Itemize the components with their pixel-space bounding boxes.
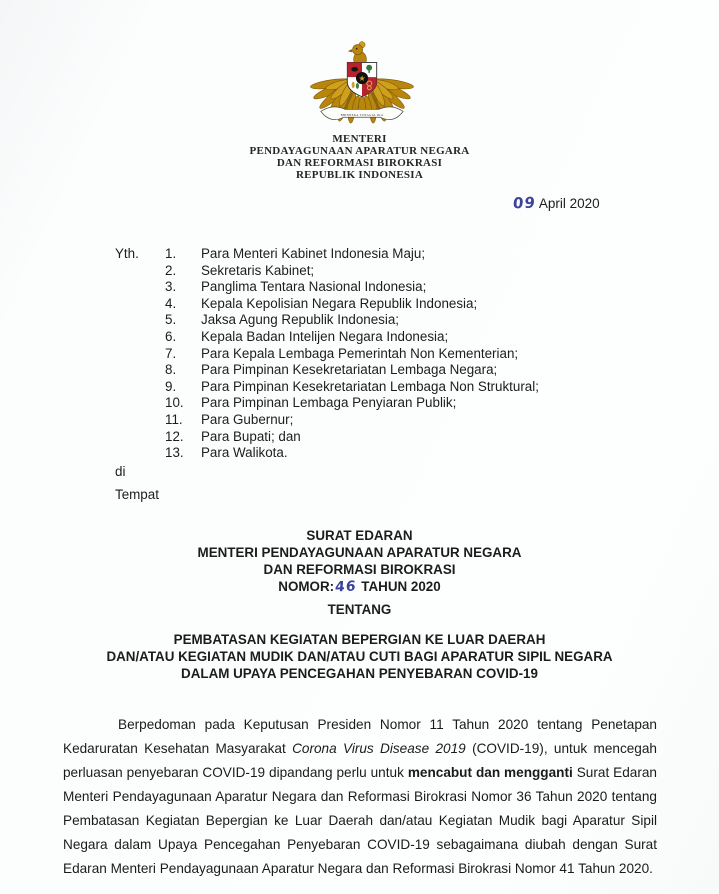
recipient-row [165,445,645,462]
nomor-suffix: TAHUN 2020 [357,579,441,594]
recipient-row [165,296,645,313]
document-title [0,527,719,596]
closing-di: di [115,464,126,479]
date-line [513,194,600,212]
shield-star-icon: ★ [358,73,366,83]
recipient-row [165,412,645,429]
title-line: MENTERI PENDAYAGUNAAN APARATUR NEGARA [197,545,522,560]
recipient-text: Kepala Badan Intelijen Negara Indonesia; [201,328,449,344]
recipient-number: 5. [165,312,177,328]
paragraph-segment-italic: Corona Virus Disease 2019 [292,740,466,756]
recipient-number: 13. [165,445,184,461]
recipient-number: 6. [165,328,177,344]
recipient-row [165,246,645,263]
nomor-line [0,578,719,596]
recipient-number: 3. [165,279,177,295]
letterhead-line: PENDAYAGUNAAN APARATUR NEGARA [249,144,470,157]
salutation: Yth. [115,246,139,261]
recipient-number: 11. [165,411,183,427]
ribbon-motto-text: BHINNEKA TUNGGAL IKA [340,112,384,117]
recipient-text: Kepala Kepolisian Negara Republik Indonesia; [201,295,478,311]
recipient-number: 1. [165,246,177,261]
recipient-row [165,379,645,396]
subject-line: PEMBATASAN KEGIATAN BEPERGIAN KE LUAR DAERAH [173,632,546,647]
garuda-pancasila-emblem [303,32,421,130]
recipient-number: 10. [165,395,184,411]
recipient-number: 2. [165,262,177,278]
paragraph-segment: Berpedoman pada Keputusan Presiden Nomor 11 Tahun 2020 tentang Penetapan Kedaruratan Kesehatan Masyarakat [63,716,657,756]
recipient-text: Jaksa Agung Republik Indonesia; [201,312,400,328]
recipient-number: 4. [165,295,177,311]
recipient-text: Para Bupati; dan [201,428,301,444]
recipient-row [165,362,645,379]
letterhead-line: DAN REFORMASI BIROKRASI [276,156,443,169]
paragraph-segment: Surat Edaran Menteri Pendayagunaan Aparatur Negara dan Reformasi Birokrasi Nomor 36 Tahun 2020 tentang Pembatasan Kegiatan Bepergian ke Luar Daerah dan/atau Kegiatan Mudik bagi Aparatur Sipil Negara dalam Upaya Pencegahan Penyebaran COVID-19 sebagaimana diubah dengan Surat Edaran Menteri Pendayagunaan Aparatur Negara dan Reformasi Birokrasi Nomor 41 Tahun 2020. [63,764,657,876]
paragraph-segment-bold: mencabut dan mengganti [407,764,573,780]
recipient-text: Sekretaris Kabinet; [201,262,315,278]
title-line: SURAT EDARAN [306,528,413,543]
letterhead-line: MENTERI [332,133,387,145]
subject-block [0,631,719,682]
recipient-number: 12. [165,428,184,444]
recipient-row [165,312,645,329]
ministry-letterhead [0,134,719,182]
body-paragraph [63,713,657,881]
recipient-text: Panglima Tentara Nasional Indonesia; [201,279,427,295]
subject-line: DAN/ATAU KEGIATAN MUDIK DAN/ATAU CUTI BAGI APARATUR SIPIL NEGARA [106,649,613,664]
title-line: DAN REFORMASI BIROKRASI [263,562,456,577]
recipient-list [165,246,645,462]
subject-line: DALAM UPAYA PENCEGAHAN PENYEBARAN COVID-19 [181,666,538,681]
recipient-text: Para Menteri Kabinet Indonesia Maju; [201,246,426,261]
tentang-label: TENTANG [327,602,392,617]
recipient-number: 7. [165,345,177,361]
typed-date: April 2020 [538,196,600,211]
recipient-text: Para Pimpinan Lembaga Penyiaran Publik; [201,395,457,411]
recipient-row [165,429,645,446]
handwritten-nomor: 46 [334,578,358,596]
closing-tempat: Tempat [115,487,159,502]
recipient-text: Para Walikota. [201,445,288,461]
nomor-prefix: NOMOR: [278,579,335,594]
recipient-row [165,346,645,363]
recipient-text: Para Pimpinan Kesekretariatan Lembaga Non Struktural; [201,378,539,394]
paragraph-segment: (COVID-19), untuk mencegah perluasan penyebaran COVID-19 dipandang perlu untuk [63,740,657,780]
handwritten-day: 09 [512,193,537,213]
recipient-row [165,329,645,346]
recipient-text: Para Pimpinan Kesekretariatan Lembaga Negara; [201,362,498,378]
recipient-row [165,279,645,296]
recipient-number: 9. [165,378,177,394]
recipient-text: Para Gubernur; [201,411,294,427]
recipient-row [165,395,645,412]
recipient-text: Para Kepala Lembaga Pemerintah Non Kementerian; [201,345,519,361]
recipient-number: 8. [165,362,177,378]
recipient-row [165,263,645,280]
letterhead-line: REPUBLIK INDONESIA [295,168,424,181]
